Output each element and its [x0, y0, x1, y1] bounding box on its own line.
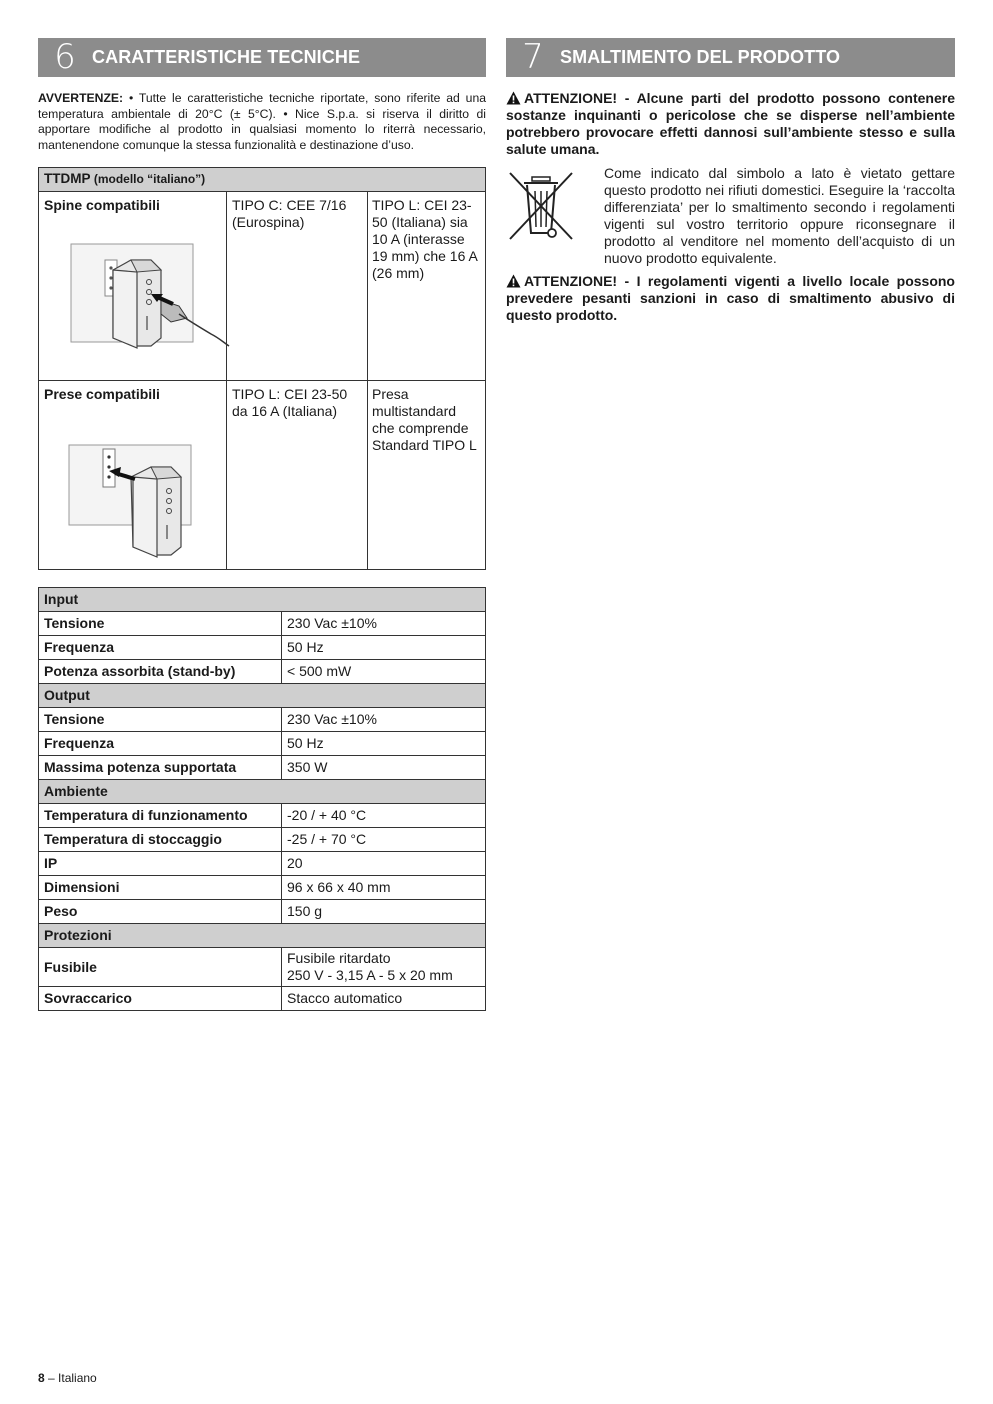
- spec-row: [39, 876, 486, 900]
- spec-group-row: [39, 780, 486, 804]
- compat-row-label-cell: [39, 381, 227, 570]
- disposal-text: Come indicato dal simbolo a lato è vietato gettare questo prodotto nei rifiuti domestici. Eseguire la ‘raccolta differenziata’ per lo smaltimento secondo i regolamenti vigenti sul vostro territorio oppure riconsegnare il prodotto al venditore nel momento dell’acquisto di un nuovo prodotto equivalente.: [604, 165, 955, 266]
- compat-cell-b: [368, 192, 486, 381]
- warning-text: • Tutte le caratteristiche tecniche riportate, sono riferite ad una temperatura ambientale di 20°C (± 5°C). • Nice S.p.a. si riserva il diritto di apportare modifiche al prodotto in qualsiasi momento lo riterrà necessario, mantenendone comunque la stessa funzionalità e destinazione d’uso.: [38, 91, 486, 152]
- spec-row: [39, 732, 486, 756]
- section-header: [38, 38, 486, 77]
- spec-key: Fusibile: [39, 948, 282, 987]
- spec-value: 50 Hz: [282, 636, 486, 660]
- compat-label: Prese compatibili: [44, 386, 160, 402]
- spec-row: [39, 612, 486, 636]
- spec-key: Frequenza: [39, 636, 282, 660]
- spec-group-title: Output: [39, 684, 486, 708]
- compat-value-b: Presa multistandard che comprende Standard TIPO L: [372, 386, 477, 453]
- spec-key: Sovraccarico: [39, 987, 282, 1011]
- compat-row: [39, 192, 486, 381]
- spec-row: [39, 948, 486, 987]
- spec-key: Potenza assorbita (stand-by): [39, 660, 282, 684]
- spec-row: [39, 828, 486, 852]
- spec-group-title: Protezioni: [39, 924, 486, 948]
- spec-value: 230 Vac ±10%: [282, 708, 486, 732]
- attention-text: ATTENZIONE! - Alcune parti del prodotto possono contenere sostanze inquinanti o pericolose che se disperse nell’ambiente potrebbero provocare effetti dannosi sull’ambiente stesso e sulla salute umana.: [506, 90, 955, 157]
- page-number: 8: [38, 1371, 45, 1385]
- spec-key: Tensione: [39, 708, 282, 732]
- section-number: 6: [54, 37, 76, 77]
- spec-row: [39, 660, 486, 684]
- plug-illustration: [51, 230, 231, 370]
- compat-label: Spine compatibili: [44, 197, 160, 213]
- warning-paragraph: [38, 91, 486, 153]
- compat-header-row: [39, 168, 486, 192]
- model-note: (modello “italiano”): [90, 172, 206, 186]
- spec-row: [39, 900, 486, 924]
- compat-value-a: TIPO L: CEI 23-50 da 16 A (Italiana): [232, 386, 348, 419]
- spec-row: [39, 852, 486, 876]
- spec-key: Temperatura di funzionamento: [39, 804, 282, 828]
- warning-triangle-icon: [506, 91, 521, 105]
- spec-value-line: 250 V - 3,15 A - 5 x 20 mm: [287, 967, 453, 983]
- footer-language: – Italiano: [44, 1371, 97, 1385]
- spec-value: 150 g: [282, 900, 486, 924]
- compat-value-b: TIPO L: CEI 23-50 (Italiana) sia 10 A (interasse 19 mm) che 16 A (26 mm): [372, 197, 478, 281]
- crossed-bin-icon: [506, 169, 576, 241]
- compatibility-table: [38, 167, 486, 570]
- spec-value: 20: [282, 852, 486, 876]
- section-caratteristiche: [38, 38, 486, 1011]
- spec-value: -25 / + 70 °C: [282, 828, 486, 852]
- spec-value: 230 Vac ±10%: [282, 612, 486, 636]
- warning-triangle-icon: [506, 274, 521, 288]
- weee-bin-icon-wrap: [506, 165, 594, 267]
- compat-row: [39, 381, 486, 570]
- spec-key: Tensione: [39, 612, 282, 636]
- spec-row: [39, 987, 486, 1011]
- section-title: SMALTIMENTO DEL PRODOTTO: [560, 47, 841, 67]
- compat-cell-a: [227, 192, 368, 381]
- spec-key: Massima potenza supportata: [39, 756, 282, 780]
- page-footer: [38, 1371, 97, 1385]
- spec-value: -20 / + 40 °C: [282, 804, 486, 828]
- spec-group-title: Ambiente: [39, 780, 486, 804]
- spec-group-row: [39, 588, 486, 612]
- section-title: CARATTERISTICHE TECNICHE: [92, 47, 361, 67]
- spec-key: IP: [39, 852, 282, 876]
- spec-value-line: Fusibile ritardato: [287, 950, 391, 966]
- spec-key: Frequenza: [39, 732, 282, 756]
- attention-paragraph: [506, 273, 955, 324]
- compat-cell-a: [227, 381, 368, 570]
- spec-row: [39, 636, 486, 660]
- spec-row: [39, 756, 486, 780]
- spec-key: Dimensioni: [39, 876, 282, 900]
- disposal-block: [506, 165, 955, 267]
- warning-label: AVVERTENZE:: [38, 91, 124, 105]
- spec-value: 350 W: [282, 756, 486, 780]
- spec-value: 96 x 66 x 40 mm: [282, 876, 486, 900]
- model-name: TTDMP: [44, 171, 91, 186]
- section-number: 7: [522, 37, 544, 77]
- spec-group-row: [39, 684, 486, 708]
- spec-value: [282, 948, 486, 987]
- spec-group-row: [39, 924, 486, 948]
- section-header: [506, 38, 955, 77]
- spec-key: Peso: [39, 900, 282, 924]
- specifications-table: [38, 587, 486, 1011]
- spec-row: [39, 804, 486, 828]
- compat-row-label-cell: [39, 192, 227, 381]
- socket-illustration: [51, 419, 231, 559]
- spec-value: Stacco automatico: [282, 987, 486, 1011]
- compat-header: [39, 168, 486, 192]
- spec-value: < 500 mW: [282, 660, 486, 684]
- spec-group-title: Input: [39, 588, 486, 612]
- spec-key: Temperatura di stoccaggio: [39, 828, 282, 852]
- compat-cell-b: [368, 381, 486, 570]
- spec-value: 50 Hz: [282, 732, 486, 756]
- spec-row: [39, 708, 486, 732]
- section-smaltimento: [506, 38, 955, 324]
- attention-paragraph: [506, 90, 955, 158]
- attention-text: ATTENZIONE! - I regolamenti vigenti a livello locale possono prevedere pesanti sanzioni in caso di smaltimento abusivo di questo prodotto.: [506, 273, 955, 323]
- compat-value-a: TIPO C: CEE 7/16 (Eurospina): [232, 197, 347, 230]
